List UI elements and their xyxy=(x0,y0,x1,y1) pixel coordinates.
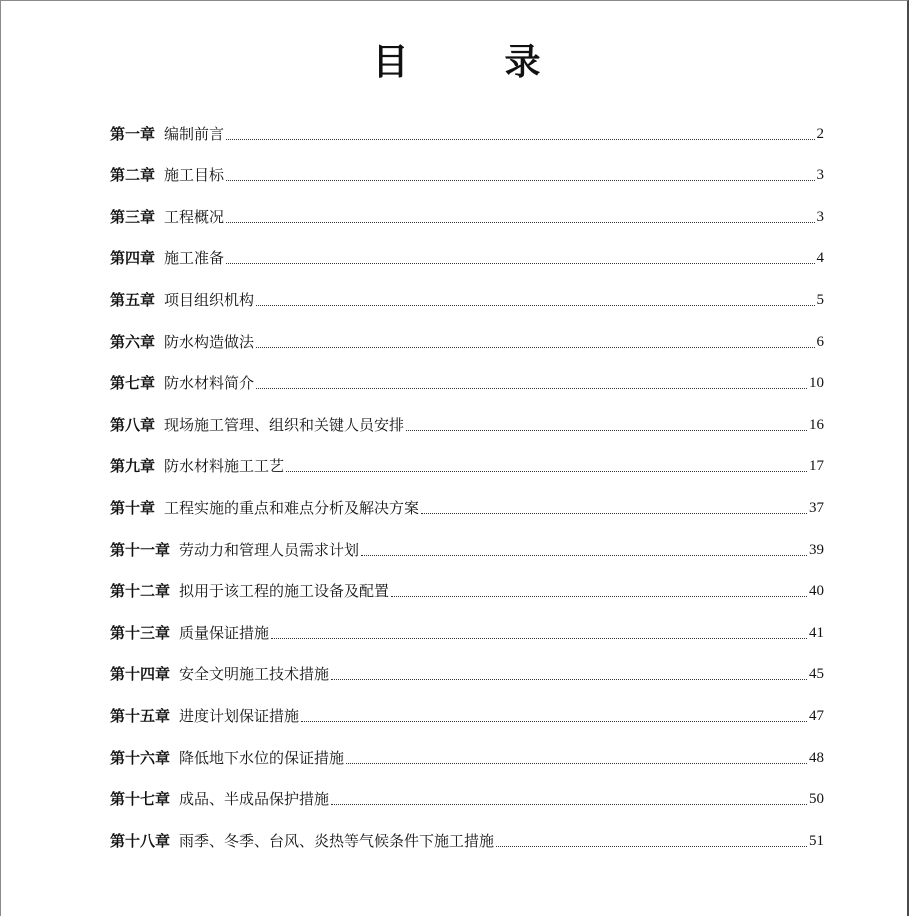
toc-chapter-title: 降低地下水位的保证措施 xyxy=(179,748,345,767)
toc-page-number: 47 xyxy=(809,707,824,724)
toc-page-number: 48 xyxy=(809,749,824,766)
toc-entry-ch8[interactable] xyxy=(110,395,824,437)
toc-dot-leader xyxy=(346,763,807,764)
toc-dot-leader xyxy=(226,180,814,181)
toc-chapter-number: 第十四章 xyxy=(110,665,171,684)
toc-page-number: 10 xyxy=(809,375,824,392)
toc-page-number: 5 xyxy=(816,291,824,308)
toc-chapter-title: 工程实施的重点和难点分析及解决方案 xyxy=(164,498,420,517)
toc-dot-leader xyxy=(271,638,807,639)
toc-chapter-title: 现场施工管理、组织和关键人员安排 xyxy=(164,415,405,434)
toc-dot-leader xyxy=(256,347,814,348)
toc-chapter-number: 第十五章 xyxy=(110,706,171,725)
toc-page-number: 16 xyxy=(809,416,824,433)
toc-dot-leader xyxy=(391,596,807,597)
toc-page-number: 37 xyxy=(809,499,824,516)
toc-page-number: 40 xyxy=(809,583,824,600)
toc-chapter-number: 第七章 xyxy=(110,374,156,393)
toc-chapter-title: 劳动力和管理人员需求计划 xyxy=(179,540,360,559)
toc-title-char-2: 录 xyxy=(504,41,541,83)
toc-chapter-number: 第十章 xyxy=(110,498,156,517)
toc-entry-ch16[interactable] xyxy=(110,728,824,770)
toc-entry-ch5[interactable] xyxy=(110,270,824,312)
toc-dot-leader xyxy=(226,222,814,223)
toc-dot-leader xyxy=(256,305,814,306)
toc-chapter-number: 第十一章 xyxy=(110,540,171,559)
toc-dot-leader xyxy=(331,679,807,680)
toc-entry-ch18[interactable] xyxy=(110,811,824,853)
toc-dot-leader xyxy=(421,513,807,514)
toc-page-number: 45 xyxy=(809,666,824,683)
toc-page-number: 3 xyxy=(816,208,824,225)
toc-chapter-title: 防水构造做法 xyxy=(164,332,255,351)
toc-title-char-1: 目 xyxy=(372,41,409,83)
toc-page-number: 51 xyxy=(809,832,824,849)
toc-chapter-number: 第十二章 xyxy=(110,582,171,601)
toc-page-number: 50 xyxy=(809,791,824,808)
toc-page-number: 17 xyxy=(809,458,824,475)
toc-chapter-title: 项目组织机构 xyxy=(164,290,255,309)
toc-entry-ch4[interactable] xyxy=(110,229,824,271)
toc-entry-ch12[interactable] xyxy=(110,562,824,604)
toc-entry-ch11[interactable] xyxy=(110,520,824,562)
toc-list xyxy=(110,104,824,853)
toc-chapter-number: 第一章 xyxy=(110,124,156,143)
toc-chapter-number: 第十六章 xyxy=(110,748,171,767)
toc-dot-leader xyxy=(496,846,807,847)
toc-page-number: 41 xyxy=(809,624,824,641)
toc-chapter-number: 第三章 xyxy=(110,207,156,226)
toc-chapter-title: 拟用于该工程的施工设备及配置 xyxy=(179,582,390,601)
toc-entry-ch6[interactable] xyxy=(110,312,824,354)
toc-entry-ch7[interactable] xyxy=(110,354,824,396)
toc-chapter-number: 第十七章 xyxy=(110,790,171,809)
toc-chapter-title: 施工准备 xyxy=(164,249,225,268)
toc-chapter-number: 第二章 xyxy=(110,166,156,185)
toc-chapter-title: 施工目标 xyxy=(164,166,225,185)
toc-entry-ch15[interactable] xyxy=(110,686,824,728)
toc-dot-leader xyxy=(226,139,814,140)
toc-entry-ch17[interactable] xyxy=(110,770,824,812)
toc-entry-ch2[interactable] xyxy=(110,146,824,188)
toc-entry-ch3[interactable] xyxy=(110,187,824,229)
toc-chapter-number: 第十八章 xyxy=(110,831,171,850)
toc-dot-leader xyxy=(331,804,807,805)
toc-chapter-title: 防水材料简介 xyxy=(164,374,255,393)
toc-chapter-number: 第十三章 xyxy=(110,623,171,642)
toc-page-number: 2 xyxy=(816,125,824,142)
toc-dot-leader xyxy=(301,721,807,722)
toc-chapter-title: 编制前言 xyxy=(164,124,225,143)
toc-dot-leader xyxy=(286,471,807,472)
toc-chapter-number: 第四章 xyxy=(110,249,156,268)
toc-chapter-number: 第八章 xyxy=(110,415,156,434)
toc-chapter-number: 第五章 xyxy=(110,290,156,309)
toc-title xyxy=(1,37,911,87)
toc-page-number: 4 xyxy=(816,250,824,267)
toc-page-number: 3 xyxy=(816,167,824,184)
toc-chapter-title: 工程概况 xyxy=(164,207,225,226)
toc-dot-leader xyxy=(361,555,807,556)
toc-chapter-title: 安全文明施工技术措施 xyxy=(179,665,330,684)
toc-chapter-title: 进度计划保证措施 xyxy=(179,706,300,725)
toc-chapter-number: 第九章 xyxy=(110,457,156,476)
toc-entry-ch10[interactable] xyxy=(110,478,824,520)
toc-page-number: 6 xyxy=(816,333,824,350)
toc-chapter-title: 质量保证措施 xyxy=(179,623,270,642)
toc-chapter-number: 第六章 xyxy=(110,332,156,351)
toc-entry-ch13[interactable] xyxy=(110,603,824,645)
toc-entry-ch14[interactable] xyxy=(110,645,824,687)
toc-entry-ch9[interactable] xyxy=(110,437,824,479)
toc-dot-leader xyxy=(406,430,807,431)
toc-page-number: 39 xyxy=(809,541,824,558)
toc-chapter-title: 雨季、冬季、台风、炎热等气候条件下施工措施 xyxy=(179,831,495,850)
toc-entry-ch1[interactable] xyxy=(110,104,824,146)
toc-dot-leader xyxy=(226,263,814,264)
toc-dot-leader xyxy=(256,388,807,389)
toc-chapter-title: 成品、半成品保护措施 xyxy=(179,790,330,809)
toc-chapter-title: 防水材料施工工艺 xyxy=(164,457,285,476)
